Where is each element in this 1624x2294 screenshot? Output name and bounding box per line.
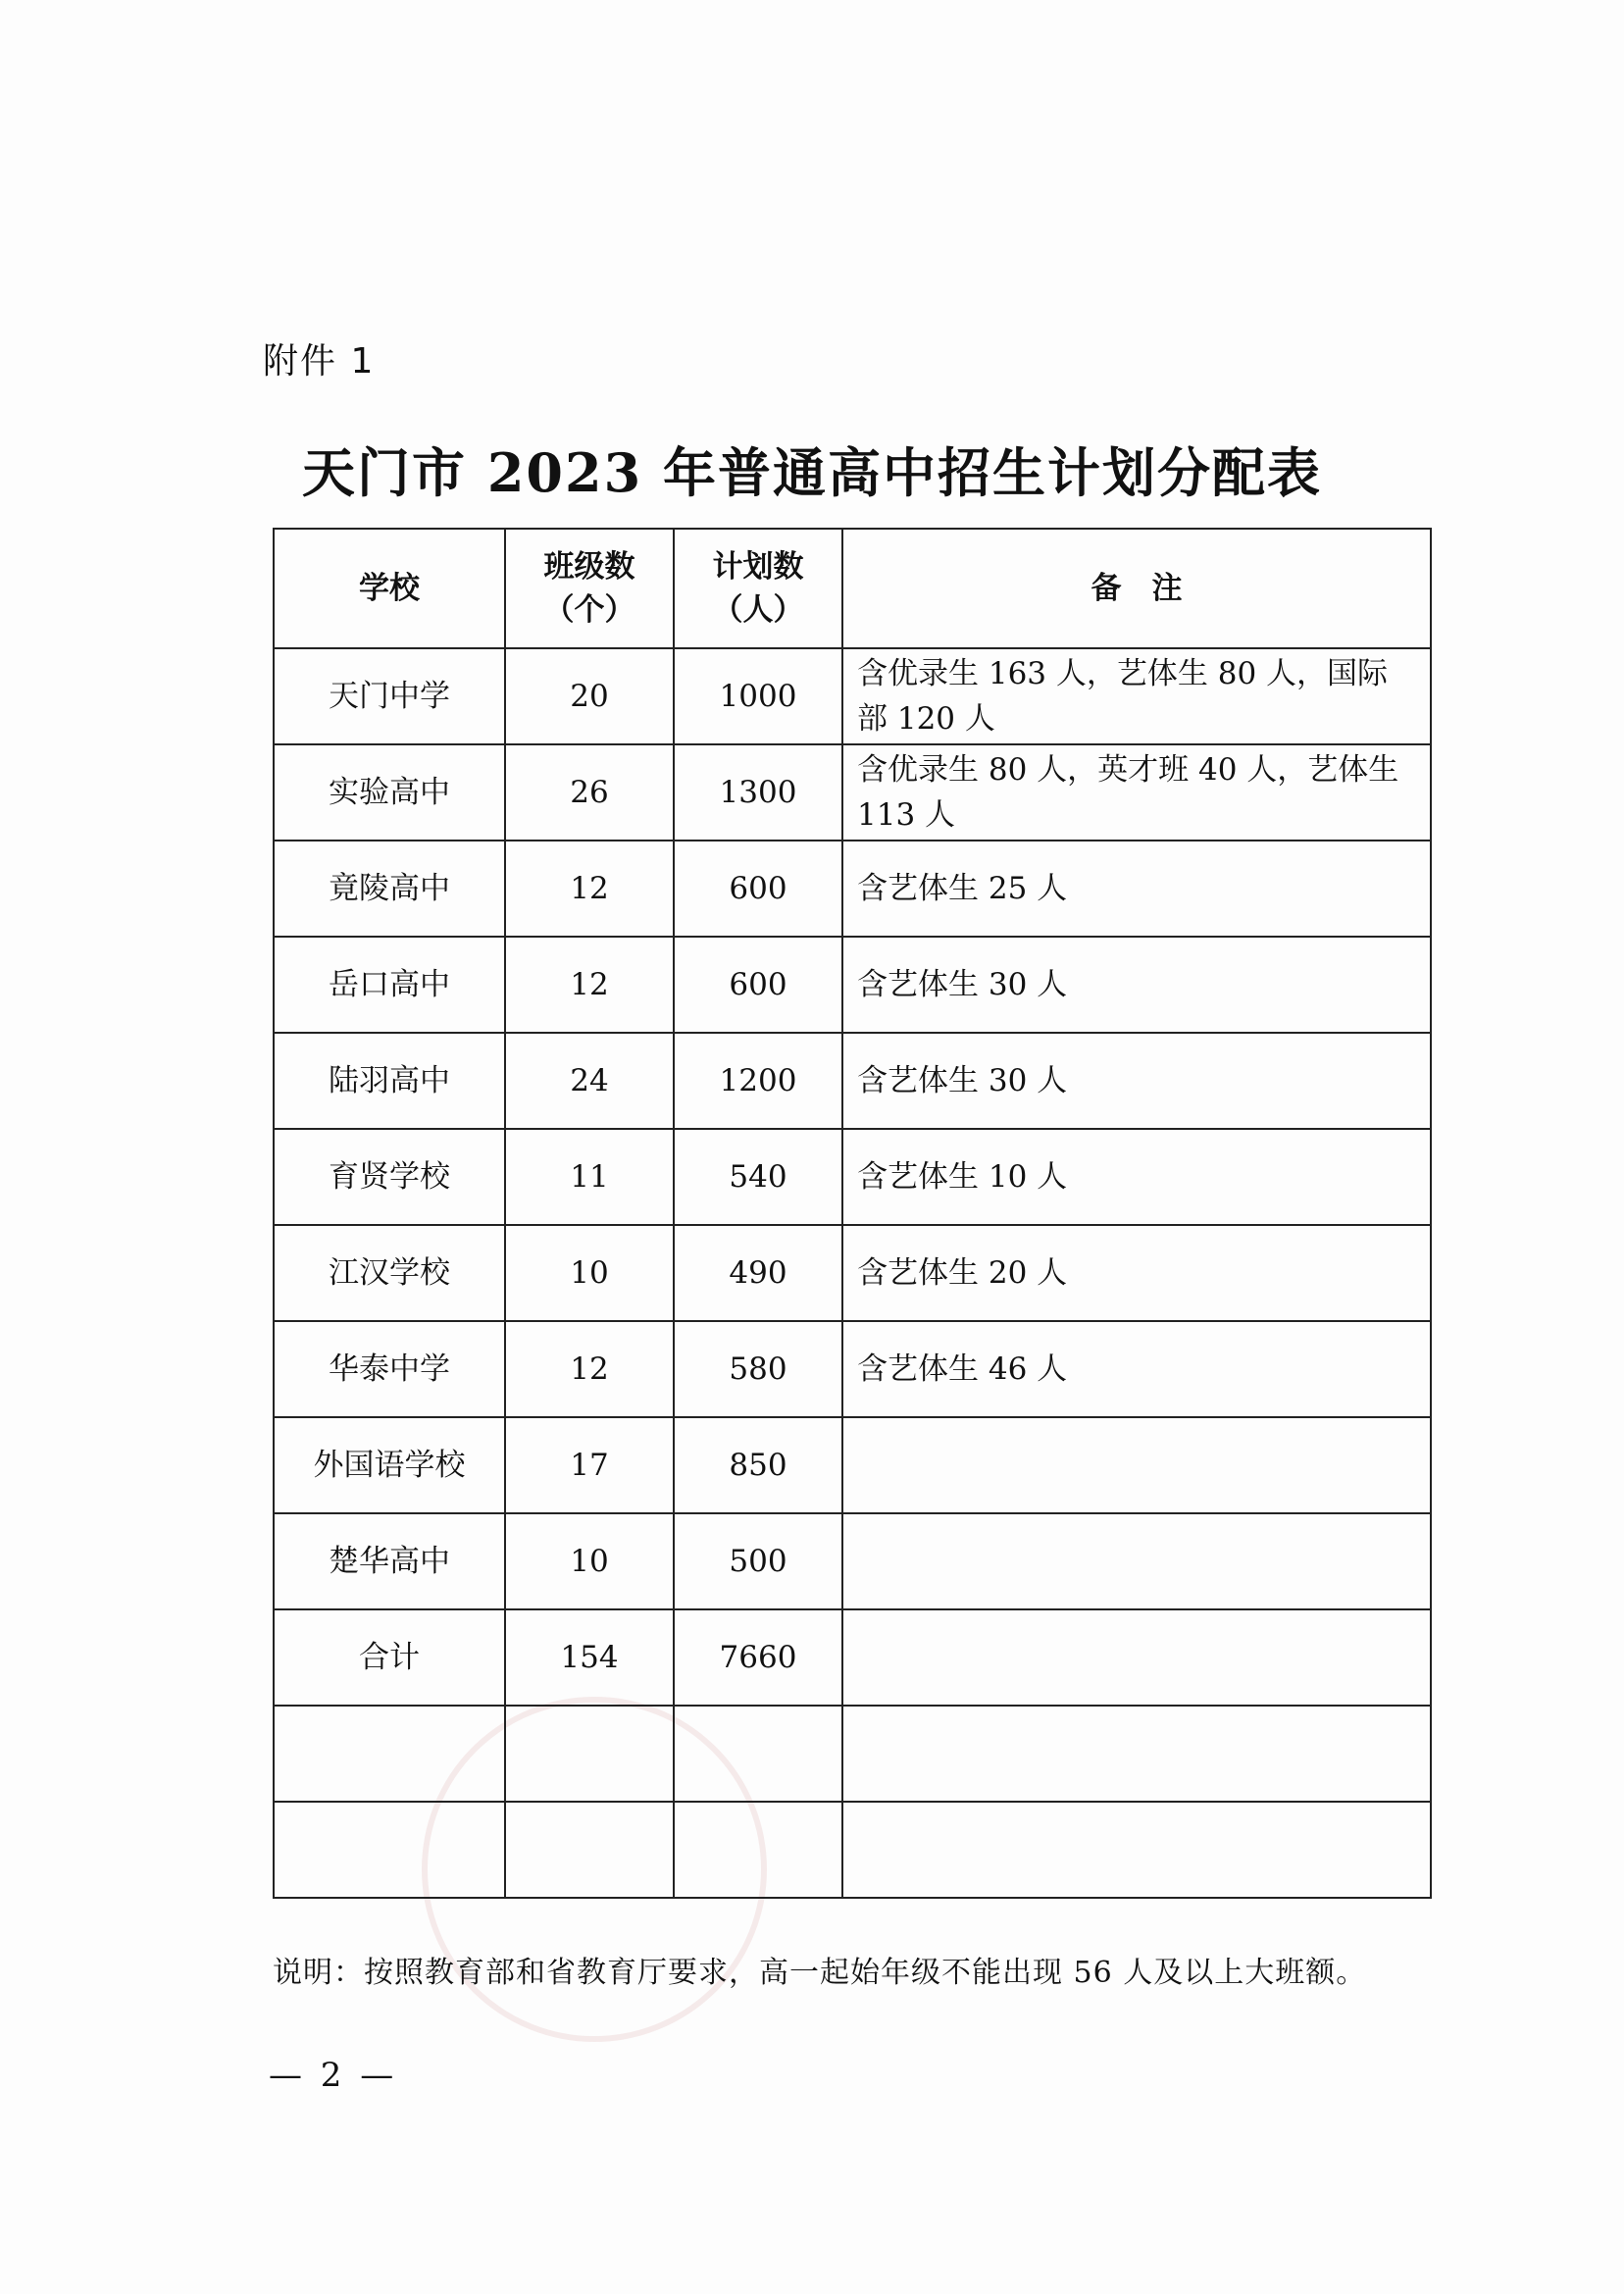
empty-row <box>274 1802 1431 1898</box>
total-label-cell: 合计 <box>274 1609 505 1706</box>
note-cell <box>842 1802 1431 1898</box>
school-cell: 实验高中 <box>274 744 505 841</box>
classes-cell: 26 <box>505 744 674 841</box>
classes-cell: 11 <box>505 1129 674 1225</box>
school-cell: 竟陵高中 <box>274 841 505 937</box>
note-cell: 含艺体生 20 人 <box>842 1225 1431 1321</box>
classes-cell: 10 <box>505 1513 674 1609</box>
explanation-note: 说明：按照教育部和省教育厅要求，高一起始年级不能出现 56 人及以上大班额。 <box>273 1956 1367 1990</box>
note-cell: 含优录生 80 人，英才班 40 人，艺体生 113 人 <box>842 744 1431 841</box>
plan-cell: 1200 <box>674 1033 842 1129</box>
table-row <box>274 1129 1431 1225</box>
school-cell: 外国语学校 <box>274 1417 505 1513</box>
header-school: 学校 <box>274 529 505 648</box>
table-row <box>274 1321 1431 1417</box>
plan-cell: 1300 <box>674 744 842 841</box>
table-row <box>274 648 1431 744</box>
school-cell: 楚华高中 <box>274 1513 505 1609</box>
classes-cell: 12 <box>505 841 674 937</box>
plan-cell <box>674 1802 842 1898</box>
header-plan-unit: （人） <box>712 592 804 628</box>
attachment-label: 附件 1 <box>263 341 376 382</box>
plan-cell <box>674 1706 842 1802</box>
school-cell: 陆羽高中 <box>274 1033 505 1129</box>
school-cell: 天门中学 <box>274 648 505 744</box>
school-cell: 岳口高中 <box>274 937 505 1033</box>
classes-cell: 24 <box>505 1033 674 1129</box>
note-cell <box>842 1513 1431 1609</box>
enrollment-plan-table <box>273 528 1432 1899</box>
header-plan-label: 计划数 <box>712 549 804 585</box>
plan-cell: 490 <box>674 1225 842 1321</box>
note-cell: 含优录生 163 人，艺体生 80 人，国际部 120 人 <box>842 648 1431 744</box>
plan-cell: 600 <box>674 937 842 1033</box>
note-cell: 含艺体生 30 人 <box>842 937 1431 1033</box>
classes-cell: 20 <box>505 648 674 744</box>
header-plan <box>674 529 842 648</box>
total-note-cell <box>842 1609 1431 1706</box>
table-row <box>274 1225 1431 1321</box>
classes-cell <box>505 1706 674 1802</box>
total-row <box>274 1609 1431 1706</box>
table-header-row <box>274 529 1431 648</box>
plan-cell: 850 <box>674 1417 842 1513</box>
page-number: — 2 — <box>269 2056 398 2095</box>
table-row <box>274 1513 1431 1609</box>
plan-cell: 600 <box>674 841 842 937</box>
plan-cell: 500 <box>674 1513 842 1609</box>
school-cell: 育贤学校 <box>274 1129 505 1225</box>
header-note: 备 注 <box>842 529 1431 648</box>
plan-cell: 1000 <box>674 648 842 744</box>
school-cell: 华泰中学 <box>274 1321 505 1417</box>
table-row <box>274 1417 1431 1513</box>
classes-cell: 10 <box>505 1225 674 1321</box>
note-cell: 含艺体生 25 人 <box>842 841 1431 937</box>
classes-cell: 12 <box>505 937 674 1033</box>
total-plan-cell: 7660 <box>674 1609 842 1706</box>
empty-row <box>274 1706 1431 1802</box>
note-cell: 含艺体生 10 人 <box>842 1129 1431 1225</box>
note-cell: 含艺体生 30 人 <box>842 1033 1431 1129</box>
table-row <box>274 744 1431 841</box>
total-classes-cell: 154 <box>505 1609 674 1706</box>
school-cell <box>274 1706 505 1802</box>
note-cell: 含艺体生 46 人 <box>842 1321 1431 1417</box>
header-classes-label: 班级数 <box>543 549 635 585</box>
school-cell <box>274 1802 505 1898</box>
classes-cell: 17 <box>505 1417 674 1513</box>
table-row <box>274 937 1431 1033</box>
plan-cell: 540 <box>674 1129 842 1225</box>
header-classes-unit: （个） <box>543 592 635 628</box>
document-title: 天门市 2023 年普通高中招生计划分配表 <box>302 441 1322 504</box>
plan-cell: 580 <box>674 1321 842 1417</box>
classes-cell <box>505 1802 674 1898</box>
classes-cell: 12 <box>505 1321 674 1417</box>
school-cell: 江汉学校 <box>274 1225 505 1321</box>
table-row <box>274 841 1431 937</box>
table-row <box>274 1033 1431 1129</box>
note-cell <box>842 1706 1431 1802</box>
header-classes <box>505 529 674 648</box>
note-cell <box>842 1417 1431 1513</box>
